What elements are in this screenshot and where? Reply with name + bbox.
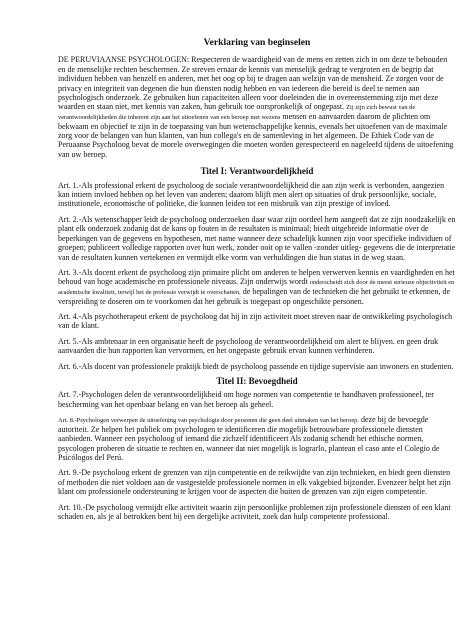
article-4: Art. 4.-Als psychotherapeut erkent de psycholoog dat hij in zijn activiteit moet streven naar de ontwikkeling psychologisch van de klant. (58, 311, 453, 331)
section-title-responsibility: Titel I: Verantwoordelijkheid (200, 166, 314, 177)
intro-text-2: mensen en aanvaarden daarom de plichten om bekwaam en objectief te zijn in de toepassing van hun wetenschappelijke kennis, evenals het uitoefenen van de maximale zorg voor de belangen van hun klanten, van hun collega's en de samenleving in het algemeen. De Ethiek Code van de Peruaanse Psycholoog bevat de morele overwegingen die moeten worden gerespecteerd en nageleefd tijdens de uitoefening van uw beroep. (58, 112, 454, 159)
article-2: Art. 2.-Als wetenschapper leidt de psycholoog onderzoeken daar waar zijn oordeel hem aangeeft dat ze zijn noodzakelijk en plant elk onderzoek zodanig dat de kans op fouten in de resultaten is minimaal; biedt uitgebreide informatie over de beperkingen van de gegevens en hypothesen, met name wanneer deze schadelijk kunnen zijn voor specifieke individuen of groepen; publiceert volledige rapporten over hun werk, zonder ooit op te vallen -zonder uitleg- gegevens die de interpretatie van de resultaten kunnen vertekenen en vermijdt elke vorm van verhuldingen die hun status in de weg staan. (58, 214, 456, 262)
article-7: Art. 7.-Psychologen delen de verantwoordelijkheid om hoge normen van competentie te handhaven professioneel, ter bescherming van het openbaar belang en van het beroep als geheel. (58, 390, 434, 409)
document-title: Verklaring van beginselen (203, 37, 311, 48)
article-3 (58, 268, 456, 306)
article-8 (58, 415, 456, 462)
article-3-text-1: Art. 3.-Als docent erkent de psycholoog zijn primaire plicht om anderen te helpen verwerven kennis en vaardigheden en het behoud van hoge academische en professionele niveaus. Zijn onderwijs wordt (58, 267, 455, 287)
intro-text-1: DE PERUVIAANSE PSYCHOLOGEN: Respecteren de waardigheid van de mens en zetten zich in om deze te behouden en de menselijke rechten beschermen. Ze streven ernaar de kennis van menselijk gedrag te vergroten en de begrip dat individuen hebben van henzelf en anderen, met het oog op bij te dragen aan welzijn van de mensheid. Ze zorgen voor de privacy en integriteit van degenen die hun diensten nodig hebben en van iedereen die bereid is deel te nemen aan psychologisch onderzoek. Ze gebruiken hun capaciteiten alleen voor doeleinden die in overeenstemming zijn met deze waarden en staan niet, met kennis van zaken, hun gebruik toe oorspronkelijk of ongepast. (58, 55, 448, 112)
intro-text-small: Zij zijn zich bewust van de verantwoordelijkheden die inherent zijn aan het uitoefenen van een beroep met wezens (58, 104, 416, 122)
section-title-competence: Titel II: Bevoegdheid (216, 375, 298, 386)
intro-paragraph (58, 55, 456, 159)
article-8-text: deze bij de bevoegde autoriteit. Ze helpen het publiek om psychologen te identificeren die mogelijk betrouwbare professionele diensten aanbieden. Wanneer een psycholoog of iemand die zichzelf identificeert Als zodanig schendt het ethische normen, psycologen proberen de situatie te rechten en, wanneer dat niet mogelijk is lograrlo, plantean el caso ante el Colegio de Psicólogos del Perú. (58, 415, 440, 462)
article-3-text-small: onderscheidt zich door de meest serieuze objectiviteit en academische kwaliteit, terwijl het de professie verwijdt te overschatten, (58, 279, 455, 296)
article-6: Art. 6.-Als docent van professionele praktijk biedt de psycholoog passende en tijdige supervisie aan inwoners en studenten. (58, 361, 454, 371)
article-5: Art. 5.-Als ambtenaar in een organisatie heeft de psycholoog de verantwoordelijkheid om alert te blijven. en geen druk aanvaarden die hun rapporten kan vervormen, en het ongepaste gebruik ervan kunnen verhinderen. (58, 336, 439, 356)
article-3-text-2: de bepalingen van de technieken die het gebruikt te erkennen, de verspreiding te doseren om te voorkomen dat het gebruik is toegepast op ongeschikte personen. (58, 286, 451, 306)
article-9: Art. 9.-De psycholoog erkent de grenzen van zijn competentie en de reikwijdte van zijn technieken, en biedt geen diensten of methoden die niet voldoen aan de vastgestelde professionele normen in elk vakgebied bijzonder. Evenzeer helpt het zijn klant om professionele ondersteuning te krijgen voor de aspecten die buiten de grenzen van zijn eigen competentie. (58, 468, 451, 497)
article-10: Art. 10.-De psycholoog vermijdt elke activiteit waarin zijn persoonlijke problemen zijn professionele diensten of een klant schaden en, als je al betrokken bent bij een dergelijke activiteit, zoek dan hulp competente professional. (58, 502, 451, 521)
article-8-text-small: Art. 8.-Psychologen verwerpen de uitoefening van psychologie door personen die geen deel uitmaken van het beroep. (58, 417, 359, 425)
article-1: Art. 1.-Als professional erkent de psycholoog de sociale verantwoordelijkheid die aan zijn werk is verbonden, aangezien kan intiem invloed hebben op het leven van anderen; daarom blijft men alert op situaties of druk persoonlijke, sociale, institutionele, economische of politieke, die kunnen leiden tot een misbruik van zijn prestige of invloed. (58, 180, 445, 209)
